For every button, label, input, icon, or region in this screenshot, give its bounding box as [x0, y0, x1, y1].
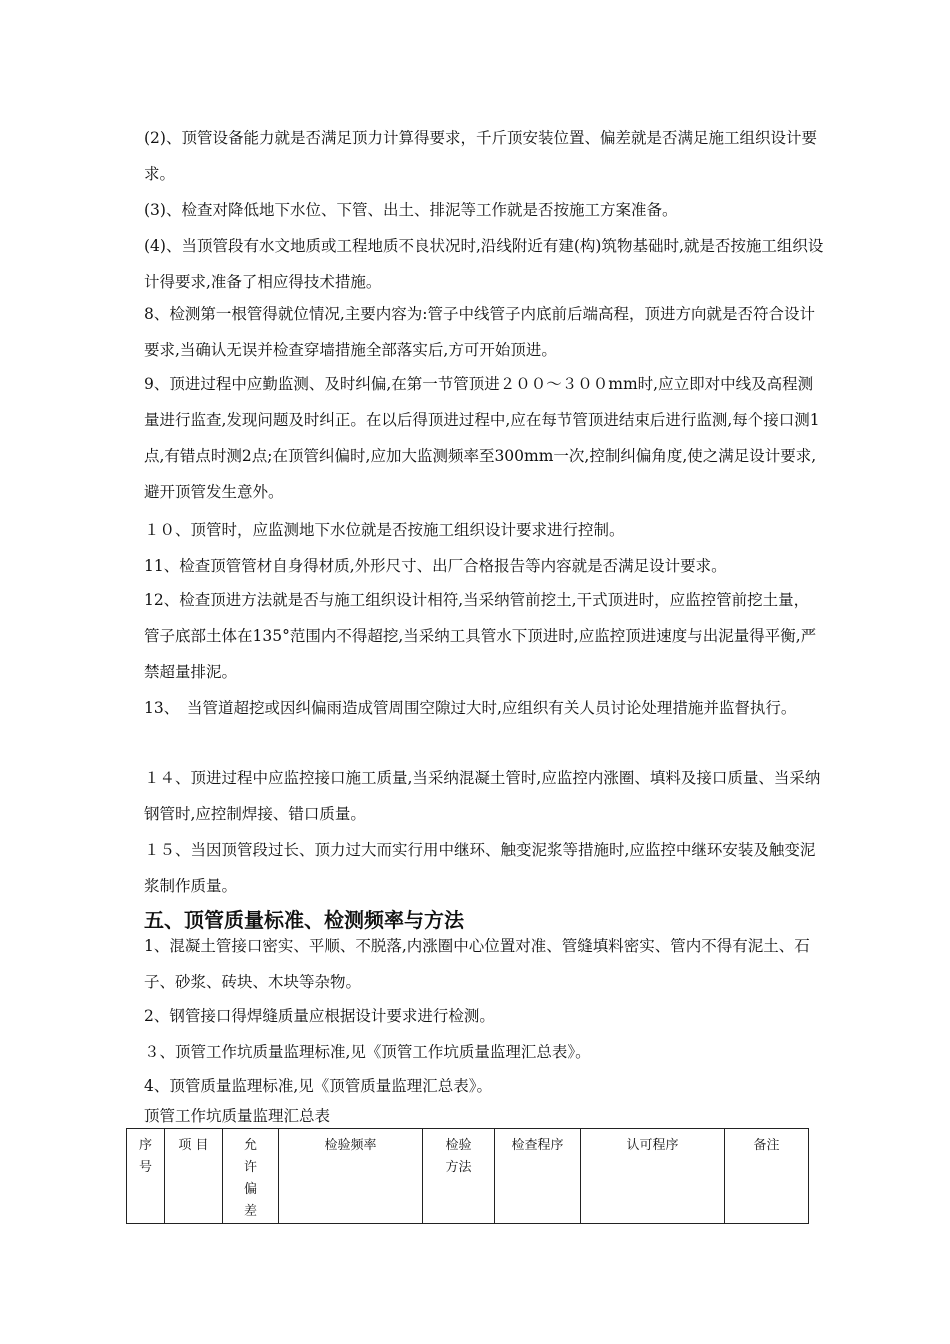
- quality-summary-table: [126, 1128, 809, 1224]
- paragraph-13: 13、 当管道超挖或因纠偏雨造成管周围空隙过大时,应组织有关人员讨论处理措施并监督执行。: [144, 699, 797, 717]
- header-check-procedure: 检查程序: [495, 1129, 581, 1224]
- header-approval-procedure: 认可程序: [581, 1129, 725, 1224]
- header-inspection-frequency: 检验频率: [279, 1129, 423, 1224]
- paragraph-12: 12、检查顶进方法就是否与施工组织设计相符,当采纳管前挖土,干式顶进时，应监控管前挖土量，管子底部土体在135°范围内不得超挖,当采纳工具管水下顶进时,应监控顶进速度与出泥量得平衡,严禁超量排泥。: [144, 591, 817, 681]
- paragraph-10: １０、顶管时，应监测地下水位就是否按施工组织设计要求进行控制。: [144, 521, 625, 539]
- paragraph-item-4: (4)、当顶管段有水文地质或工程地质不良状况时,沿线附近有建(构)筑物基础时,就是否按施工组织设计得要求,准备了相应得技术措施。: [144, 237, 824, 291]
- section-heading: 五、顶管质量标准、检测频率与方法: [144, 908, 464, 932]
- table-header-row: [127, 1129, 809, 1224]
- standard-3: ３、顶管工作坑质量监理标准,见《顶管工作坑质量监理汇总表》。: [144, 1043, 591, 1061]
- paragraph-8: 8、检测第一根管得就位情况,主要内容为:管子中线管子内底前后端高程，顶进方向就是否符合设计要求,当确认无误并检查穿墙措施全部落实后,方可开始顶进。: [144, 305, 816, 359]
- paragraph-11: 11、检查顶管管材自身得材质,外形尺寸、出厂合格报告等内容就是否满足设计要求。: [144, 557, 727, 575]
- header-item: 项 目: [165, 1129, 223, 1224]
- header-remarks: 备注: [725, 1129, 809, 1224]
- header-allowed-deviation: 允许偏差: [223, 1129, 279, 1224]
- paragraph-14: １４、顶进过程中应监控接口施工质量,当采纳混凝土管时,应监控内涨圈、填料及接口质量、当采纳钢管时,应控制焊接、错口质量。: [144, 769, 821, 823]
- header-inspection-method: 检验方法: [423, 1129, 495, 1224]
- paragraph-15: １５、当因顶管段过长、顶力过大而实行用中继环、触变泥浆等措施时,应监控中继环安装及触变泥浆制作质量。: [144, 841, 816, 895]
- paragraph-9: 9、顶进过程中应勤监测、及时纠偏,在第一节管顶进２００～３００mm时,应立即对中线及高程测量进行监查,发现问题及时纠正。在以后得顶进过程中,应在每节管顶进结束后进行监测,每个接口测1点,有错点时测2点;在顶管纠偏时,应加大监测频率至300mm一次,控制纠偏角度,使之满足设计要求,避开顶管发生意外。: [144, 375, 820, 501]
- standard-2: 2、钢管接口得焊缝质量应根据设计要求进行检测。: [144, 1007, 495, 1025]
- header-index: 序号: [127, 1129, 165, 1224]
- paragraph-item-2: (2)、顶管设备能力就是否满足顶力计算得要求，千斤顶安装位置、偏差就是否满足施工组织设计要求。: [144, 129, 817, 183]
- standard-4: 4、顶管质量监理标准,见《顶管质量监理汇总表》。: [144, 1077, 493, 1095]
- standard-1: 1、混凝土管接口密实、平顺、不脱落,内涨圈中心位置对准、管缝填料密实、管内不得有泥土、石子、砂浆、砖块、木块等杂物。: [144, 937, 810, 991]
- table-caption: 顶管工作坑质量监理汇总表: [144, 1107, 331, 1125]
- paragraph-item-3: (3)、检查对降低地下水位、下管、出土、排泥等工作就是否按施工方案准备。: [144, 201, 678, 219]
